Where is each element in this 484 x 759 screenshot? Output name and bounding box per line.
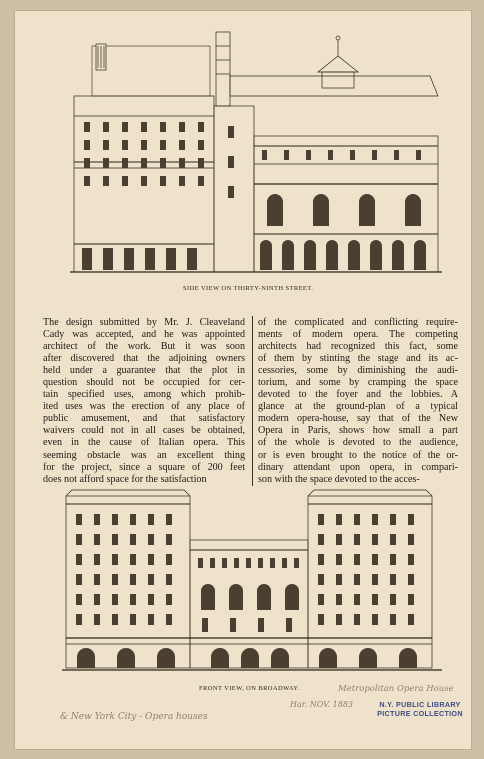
article-line: son with the space devoted to the acces-: [258, 473, 420, 485]
article-line: of the complicated and conflicting require-: [258, 317, 458, 328]
article-line: does not afford space for the satisfaction: [43, 473, 207, 485]
article-line: Opera in Paris, shows how small a part: [258, 425, 458, 437]
article-line: held under a guarantee that the plot in: [43, 365, 245, 377]
article-line: torium, and some by cramping the space: [258, 377, 458, 389]
article-line: modern opera-house, say that of the New: [258, 413, 458, 425]
handwritten-subject-note: & New York City - Opera houses: [60, 712, 208, 722]
column-divider: [252, 316, 253, 486]
front-view-caption: FRONT VIEW, ON BROADWAY.: [199, 685, 300, 692]
side-view-illustration: [70, 26, 442, 276]
article-line: ments of modern opera. The competing: [258, 329, 458, 341]
library-stamp: [374, 700, 466, 718]
article-line: The design submitted by Mr. J. Cleaveland: [43, 317, 245, 328]
article-line: architect of the work. But it was soon: [43, 341, 245, 353]
article-column-left: [43, 317, 245, 486]
article-line: or is even brought to the notice of the or-: [258, 449, 458, 461]
article-line: question should not be occupied for cer-: [43, 377, 245, 389]
stamp-line-1: N.Y. PUBLIC LIBRARY: [379, 700, 461, 709]
side-view-caption: SIDE VIEW ON THIRTY-NINTH STREET.: [183, 285, 314, 292]
article-line: seeming obstacle was an excellent thing: [43, 449, 245, 461]
article-line: even in the cause of Italian opera. This: [43, 437, 245, 449]
handwritten-source-note: Har. NOV. 1883: [290, 700, 354, 709]
article-line: devoted to the foyer and the lobbies. A: [258, 389, 458, 401]
handwritten-title-note: Metropolitan Opera House: [338, 684, 454, 694]
front-view-illustration: [62, 488, 442, 676]
article-line: cessories, some by diminishing the audi-: [258, 365, 458, 377]
article-line: for the project, since a square of 200 feet: [43, 461, 245, 473]
article-line: tain specified uses, among which prohib-: [43, 389, 245, 401]
article-line: of the whole is devoted to the audience,: [258, 437, 458, 449]
article-line: Cady was accepted, and he was appointed: [43, 329, 245, 341]
article-line: of them by stinting the stage and its ac-: [258, 353, 458, 365]
article-line: glance at the ground-plan of a typical: [258, 401, 458, 413]
article-line: ited uses was the erection of any place of: [43, 401, 245, 413]
article-line: after discovered that the adjoining owners: [43, 353, 245, 365]
stamp-line-2: PICTURE COLLECTION: [377, 709, 463, 718]
article-line: dinary attendant upon opera, in compari-: [258, 461, 458, 473]
article-column-right: [258, 317, 458, 486]
article-line: public amusement, and that satisfactory: [43, 413, 245, 425]
article-line: waivers could not in all cases be obtained,: [43, 425, 245, 437]
article-line: architects had recognized this fact, some: [258, 341, 458, 353]
